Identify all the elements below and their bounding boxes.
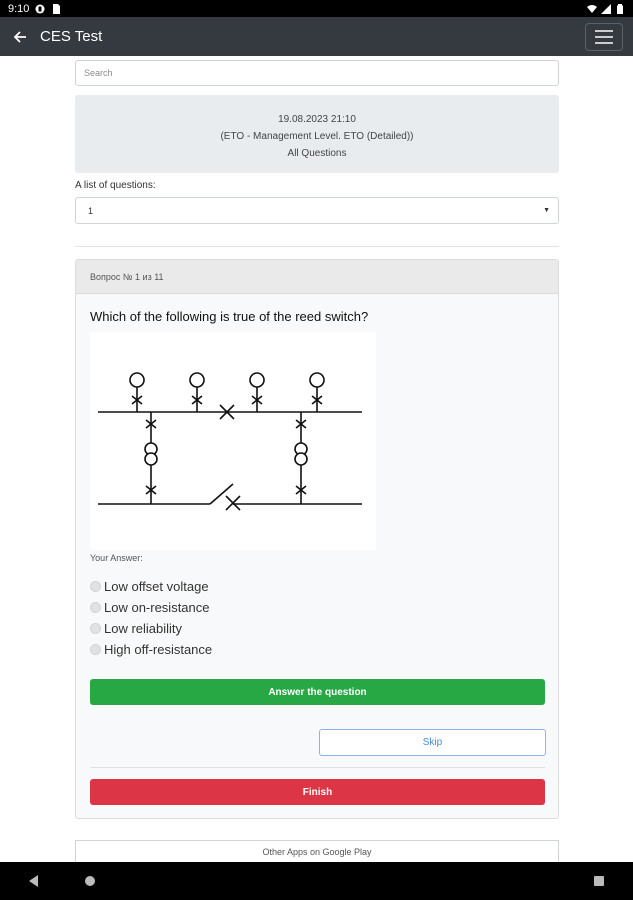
test-info-box [75,95,559,173]
nav-recents-icon[interactable] [594,876,604,886]
test-mode: All Questions [287,148,347,159]
test-date: 19.08.2023 21:10 [278,114,356,125]
app-bar [0,17,633,56]
answer-question-button[interactable]: Answer the question [90,679,545,705]
answer-options [90,576,212,660]
your-answer-label: Your Answer: [90,553,143,563]
status-bar [0,0,633,17]
notification-icon [35,4,45,14]
signal-icon [601,4,611,14]
hamburger-menu-button[interactable] [585,23,623,51]
status-time: 9:10 [8,2,30,15]
finish-button[interactable]: Finish [90,779,545,805]
question-select[interactable] [75,197,559,224]
radio-button[interactable] [90,581,101,592]
card-divider [90,767,545,768]
sim-card-icon [51,4,61,14]
app-title: CES Test [40,28,103,45]
search-input[interactable]: Search [75,60,559,86]
nav-back-icon[interactable] [29,875,38,887]
divider [75,246,559,247]
answer-option-label: Low reliability [104,621,183,636]
caret-down-icon: ▼ [543,207,550,214]
answer-option[interactable] [90,576,212,597]
nav-home-icon[interactable] [85,876,95,886]
menu-icon-bar [595,36,613,38]
answer-option[interactable] [90,597,212,618]
menu-icon-bar [595,42,613,44]
question-select-value: 1 [88,205,94,216]
answer-option[interactable] [90,618,212,639]
radio-button[interactable] [90,623,101,634]
reed-switch-diagram [90,332,376,550]
radio-button[interactable] [90,644,101,655]
answer-option-label: High off-resistance [104,642,213,657]
circuit-diagram-image [90,332,376,550]
battery-icon [615,4,625,14]
test-name: (ETO - Management Level. ETO (Detailed)) [220,131,414,142]
main-content [75,56,559,819]
answer-option[interactable] [90,639,212,660]
question-list-label: A list of questions: [75,180,156,191]
back-arrow-icon[interactable] [10,27,30,47]
answer-option-label: Low on-resistance [104,600,210,615]
question-card [75,259,559,819]
skip-button[interactable]: Skip [319,729,546,756]
radio-button[interactable] [90,602,101,613]
other-apps-link[interactable]: Other Apps on Google Play [75,840,559,862]
menu-icon-bar [595,30,613,32]
question-text: Which of the following is true of the reed switch? [90,309,369,324]
android-nav-bar [0,862,633,900]
wifi-icon [587,4,597,14]
question-number: Вопрос № 1 из 11 [76,260,558,294]
answer-option-label: Low offset voltage [104,579,209,594]
